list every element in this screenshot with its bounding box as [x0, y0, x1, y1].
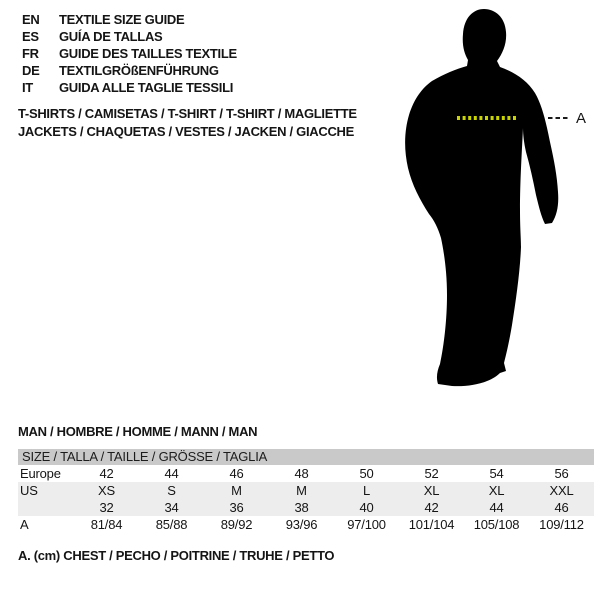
table-cell: XXL	[549, 483, 574, 498]
man-figure	[395, 0, 600, 400]
table-cell: XS	[98, 483, 115, 498]
row-label: A	[20, 517, 29, 532]
language-label: TEXTILE SIZE GUIDE	[59, 12, 185, 27]
size-table-header: SIZE / TALLA / TAILLE / GRÖSSE / TAGLIA	[18, 449, 594, 465]
table-cell: 101/104	[408, 517, 455, 532]
table-cell: 105/108	[473, 517, 520, 532]
table-cell: 42	[424, 500, 439, 515]
table-cell: 34	[164, 500, 179, 515]
table-row-chest-a	[18, 516, 594, 533]
language-label: GUIDE DES TAILLES TEXTILE	[59, 46, 237, 61]
language-row-it	[22, 79, 237, 96]
table-cell: 44	[164, 466, 179, 481]
table-cell: 38	[294, 500, 309, 515]
table-cell: 46	[229, 466, 244, 481]
table-cell: 81/84	[90, 517, 123, 532]
table-cell: 48	[294, 466, 309, 481]
table-cell: 36	[229, 500, 244, 515]
language-row-fr	[22, 45, 237, 62]
table-cell: 56	[554, 466, 569, 481]
language-label: GUIDA ALLE TAGLIE TESSILI	[59, 80, 234, 95]
table-cell: XL	[488, 483, 505, 498]
language-list	[22, 11, 237, 96]
table-row-europe	[18, 465, 594, 482]
man-silhouette	[405, 9, 558, 386]
table-cell: 97/100	[347, 517, 386, 532]
table-cell: S	[167, 483, 176, 498]
table-cell: M	[296, 483, 307, 498]
table-cell: XL	[423, 483, 440, 498]
language-code: IT	[22, 80, 33, 95]
category-jackets: JACKETS / CHAQUETAS / VESTES / JACKEN / GIACCHE	[18, 124, 354, 139]
language-row-es	[22, 28, 237, 45]
language-code: EN	[22, 12, 40, 27]
table-cell: 50	[359, 466, 374, 481]
language-row-en	[22, 11, 237, 28]
row-label: Europe	[20, 466, 61, 481]
size-table	[18, 449, 594, 533]
language-label: TEXTILGRÖßENFÜHRUNG	[59, 63, 219, 78]
table-cell: M	[231, 483, 242, 498]
language-code: FR	[22, 46, 39, 61]
table-cell: 54	[489, 466, 504, 481]
table-cell: 40	[359, 500, 374, 515]
chest-measure-footnote: A. (cm) CHEST / PECHO / POITRINE / TRUHE / PETTO	[18, 548, 335, 563]
table-cell: 85/88	[155, 517, 188, 532]
language-code: DE	[22, 63, 40, 78]
table-cell: 109/112	[539, 517, 584, 532]
table-cell: 46	[554, 500, 569, 515]
category-tshirts: T-SHIRTS / CAMISETAS / T-SHIRT / T-SHIRT / MAGLIETTE	[18, 106, 357, 121]
table-cell: 89/92	[220, 517, 253, 532]
table-cell: 93/96	[285, 517, 318, 532]
table-cell: 44	[489, 500, 504, 515]
table-row-numeric	[18, 499, 594, 516]
measure-label-a: A	[576, 110, 587, 127]
table-row-us	[18, 482, 594, 499]
table-cell: 32	[99, 500, 114, 515]
row-label	[18, 499, 74, 516]
language-code: ES	[22, 29, 39, 44]
row-label: US	[20, 483, 38, 498]
garment-categories	[18, 105, 357, 141]
section-title-man: MAN / HOMBRE / HOMME / MANN / MAN	[18, 424, 258, 439]
table-cell: L	[362, 483, 371, 498]
language-row-de	[22, 62, 237, 79]
table-cell: 42	[99, 466, 114, 481]
table-cell: 52	[424, 466, 439, 481]
language-label: GUÍA DE TALLAS	[59, 29, 163, 44]
